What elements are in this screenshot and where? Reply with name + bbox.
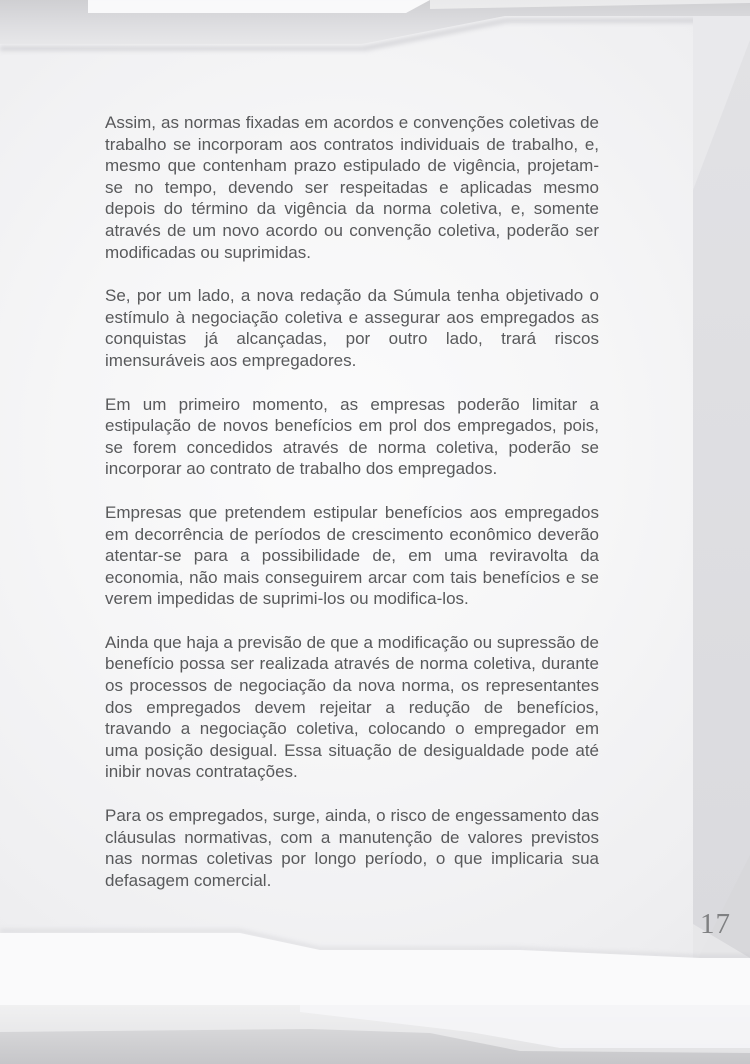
paragraph: Em um primeiro momento, as empresas poderão limitar a estipulação de novos benefícios em prol dos empregados, pois, se forem concedidos através de norma coletiva, poderão se incorporar ao contrato de trabalho dos empregados.: [105, 394, 599, 479]
footer-decoration: [0, 929, 750, 1064]
page-number: 17: [700, 908, 731, 940]
right-side-band: [693, 16, 750, 958]
top-highlight-ribbon: [88, 0, 430, 13]
top-banner-decoration: [0, 0, 750, 51]
paragraph: Para os empregados, surge, ainda, o risco de engessamento das cláusulas normativas, com a manutenção de valores previstos nas normas coletivas por longo período, o que implicaria sua defasagem comercial.: [105, 806, 599, 890]
paragraph: Se, por um lado, a nova redação da Súmula tenha objetivado o estímulo à negociação coletiva e assegurar aos empregados as conquistas já alcançadas, por outro lado, trará riscos imensuráveis aos empregadores.: [105, 286, 599, 370]
paragraph: Ainda que haja a previsão de que a modificação ou supressão de benefício possa ser realizada através de norma coletiva, durante os processos de negociação da nova norma, os representantes dos empregados devem rejeitar a redução de benefícios, travando a negociação coletiva, colocando o empregador em uma posição desigual. Essa situação de desigualdade pode até inibir novas contratações.: [105, 632, 599, 782]
paragraph: Assim, as normas fixadas em acordos e convenções coletivas de trabalho se incorporam aos contratos individuais de trabalho, e, mesmo que contenham prazo estipulado de vigência, projetam-se no tempo, devendo ser respeitadas e aplicadas mesmo depois do término da vigência da norma coletiva, e, somente através de um novo acordo ou convenção coletiva, poderão ser modificadas ou suprimidas.: [105, 113, 599, 262]
body-text: [105, 112, 599, 913]
paragraph: Empresas que pretendem estipular benefícios aos empregados em decorrência de períodos de crescimento econômico deverão atentar-se para a possibilidade de, em uma reviravolta da economia, não mais conseguirem arcar com tais benefícios e se verem impedidas de suprimi-los ou modifica-los.: [105, 502, 599, 609]
footer-white-ribbon: [0, 933, 750, 1005]
